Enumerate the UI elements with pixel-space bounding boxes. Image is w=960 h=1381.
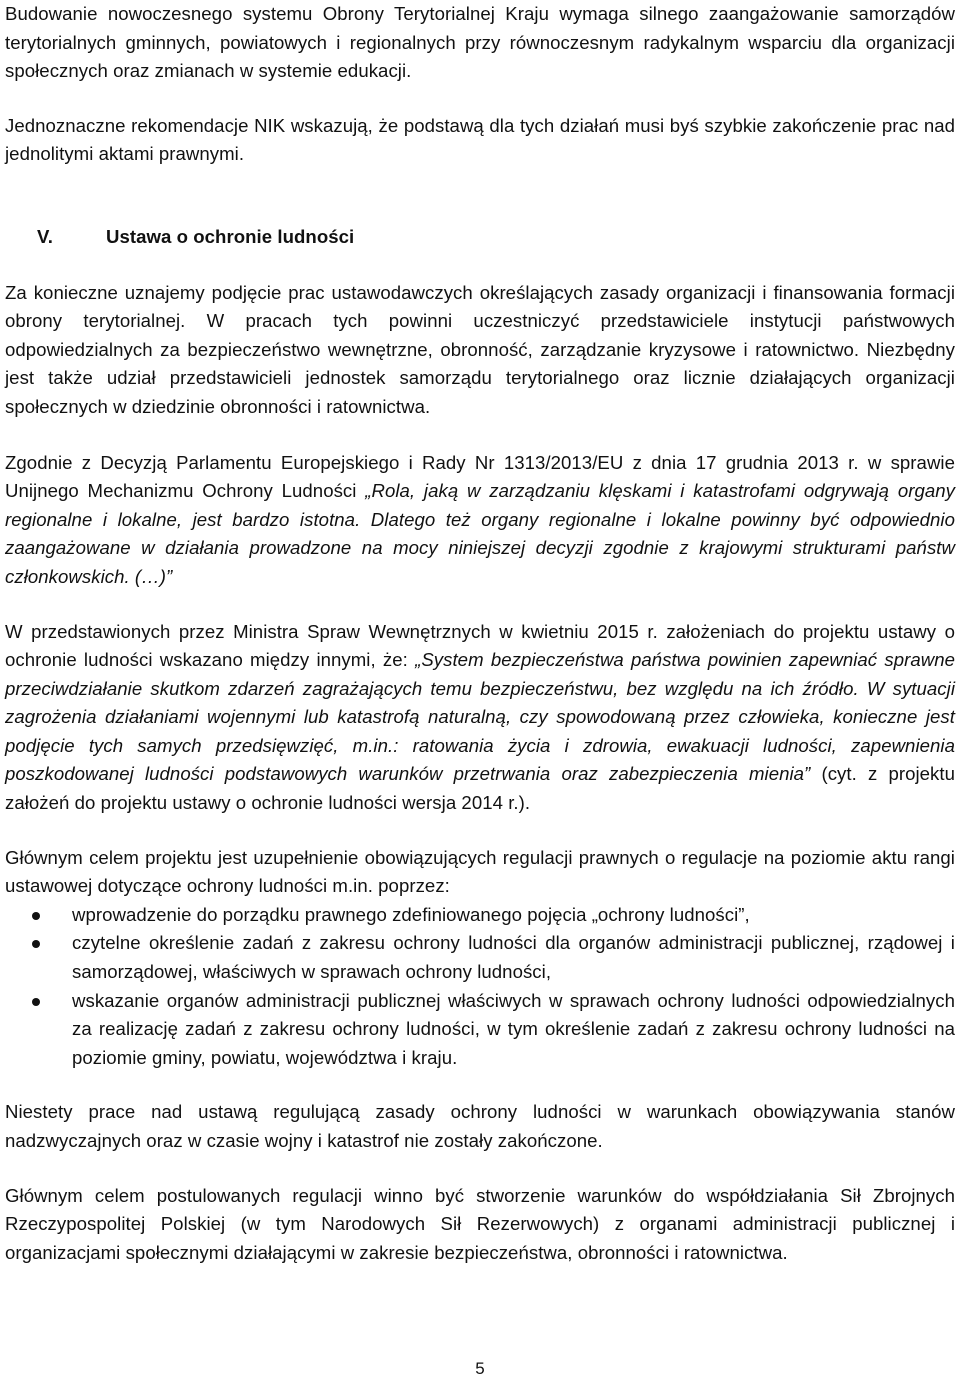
section-heading [5,223,955,252]
paragraph-nik-recommendations: Jednoznaczne rekomendacje NIK wskazują, że podstawą dla tych działań musi byś szybkie zakończenie prac nad jednolitymi aktami prawnymi. [5,114,955,165]
paragraph-regulation-goal: Głównym celem postulowanych regulacji winno być stworzenie warunków do współdziałania Sił Zbrojnych Rzeczypospolitej Polskiej (w tym Narodowych Sił Rezerwowych) z organami administracji publicznej i organizacjami społecznymi działającymi w zakresie bezpieczeństwa, obronności i ratownictwa. [5,1184,955,1263]
bullet-list [5,901,955,1073]
paragraph-ministry-assumptions [5,618,955,818]
ministry-assumptions-text: W przedstawionych przez Ministra Spraw Wewnętrznych w kwietniu 2015 r. założeniach do projektu ustawy o ochronie ludności wskazano między innymi, że: [5,620,955,671]
eu-decision-text: Zgodnie z Decyzją Parlamentu Europejskiego i Rady Nr 1313/2013/EU z dnia 17 grudnia 2013 r. w sprawie Unijnego Mechanizmu Ochrony Ludności [5,451,955,502]
bullet-icon [32,940,40,948]
list-item [5,929,955,986]
bullet-icon [32,998,40,1006]
bullet-icon [32,912,40,920]
list-item [5,987,955,1073]
paragraph-territorial-defense: Budowanie nowoczesnego systemu Obrony Terytorialnej Kraju wymaga silnego zaangażowanie samorządów terytorialnych gminnych, powiatowych i regionalnych przy równoczesnym radykalnym wsparciu dla organizacji społecznych oraz zmianach w systemie edukacji. [5,3,955,82]
list-item [5,901,955,930]
paragraph-unfinished-work: Niestety prace nad ustawą regulującą zasady ochrony ludności w warunkach obowiązywania stanów nadzwyczajnych oraz w czasie wojny i katastrof nie zostały zakończone. [5,1101,955,1151]
section-number: V. [37,225,53,247]
eu-decision-quote: „Rola, jaką w zarządzaniu klęskami i katastrofami odgrywają organy regionalne i lokalne, jest bardzo istotna. Dlatego też organy regionalne i lokalne powinny być odpowiednio zaangażowane w działania prowadzone na mocy niniejszej decyzji zgodnie z krajowymi strukturami państw członkowskich. (…)” [5,480,955,587]
list-item-text: wskazanie organów administracji publicznej właściwych w sprawach ochrony ludności odpowiedzialnych za realizację zadań z zakresu ochrony ludności, w tym określenie zadań z zakresu ochrony ludności na poziomie gminy, powiatu, województwa i kraju. [72,989,955,1068]
ministry-assumptions-quote: „System bezpieczeństwa państwa powinien zapewniać sprawne przeciwdziałanie skutkom zdarzeń zagrażających temu bezpieczeństwu, bez względu na ich źródło. W sytuacji zagrożenia działaniami wojennymi lub katastrofą naturalną, czy spowodowaną przez człowieka, konieczne jest podjęcie tych samych przedsięwzięć, m.in.: ratowania życia i zdrowia, ewakuacji ludności, zapewnienia poszkodowanej ludności podstawowych warunków przetrwania oraz zabezpieczenia mienia” [5,649,955,785]
list-item-text: wprowadzenie do porządku prawnego zdefiniowanego pojęcia „ochrony ludności”, [72,903,750,925]
paragraph-legislative-work: Za konieczne uznajemy podjęcie prac ustawodawczych określających zasady organizacji i finansowania formacji obrony terytorialnej. W pracach tych powinni uczestniczyć przedstawiciele instytucji państwowych odpowiedzialnych za bezpieczeństwo wewnętrzne, obronność, zarządzanie kryzysowe i ratownictwo. Niezbędny jest także udział przedstawicieli jednostek samorządu terytorialnego oraz licznie działających organizacji społecznych w dziedzinie obronności i ratownictwa. [5,281,955,417]
section-title: Ustawa o ochronie ludności [106,225,355,247]
page-number: 5 [475,1359,485,1378]
ministry-assumptions-citation: (cyt. z projektu założeń do projektu ustawy o ochronie ludności wersja 2014 r.). [5,763,955,814]
list-item-text: czytelne określenie zadań z zakresu ochrony ludności dla organów administracji publicznej, rządowej i samorządowej, właściwych w sprawach ochrony ludności, [72,932,955,983]
paragraph-eu-decision [5,449,955,592]
document-page [5,0,955,1267]
paragraph-project-goal: Głównym celem projektu jest uzupełnienie obowiązujących regulacji prawnych o regulacje na poziomie aktu rangi ustawowej dotyczące ochrony ludności m.in. poprzez: [5,846,955,897]
